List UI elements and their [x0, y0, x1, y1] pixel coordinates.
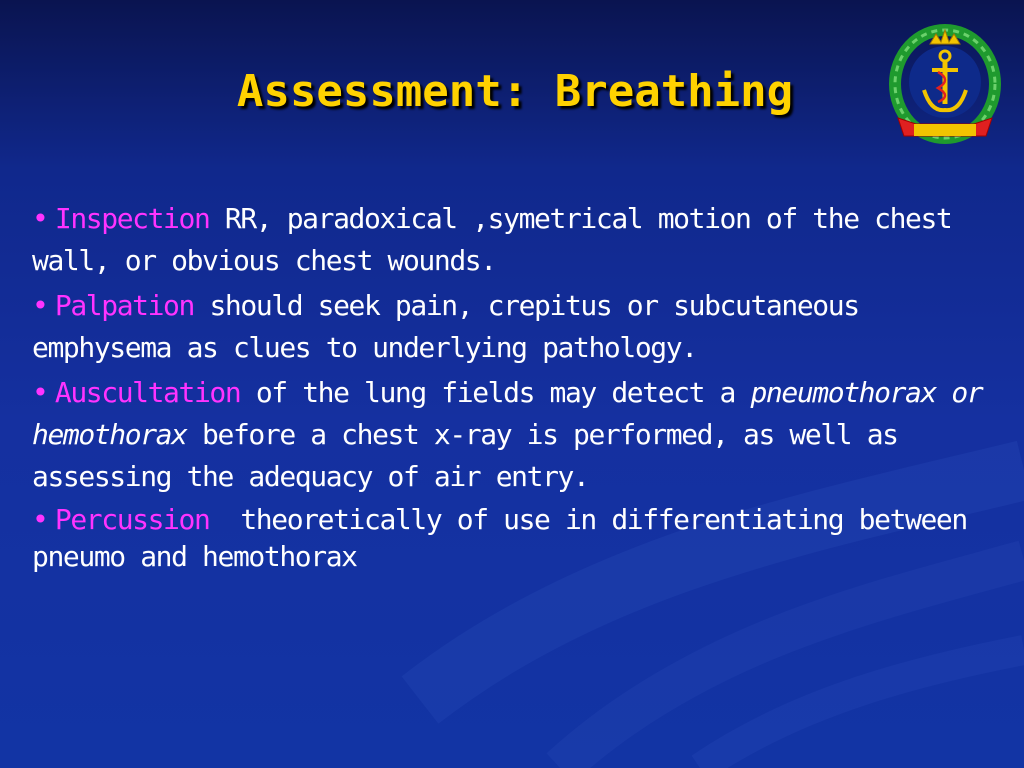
bullet-auscultation	[32, 372, 1012, 498]
bullet-percussion	[32, 501, 1012, 575]
term-palpation: Palpation	[54, 289, 194, 322]
bullet-text: should seek pain, crepitus or subcutaneous emphysema as clues to underlying pathology.	[32, 289, 859, 364]
bullet-inspection	[32, 198, 1012, 282]
bullet-marker: •	[32, 503, 49, 536]
bullet-text: before a chest x-ray is performed, as well as assessing the adequacy of air entry.	[32, 418, 898, 493]
term-auscultation: Auscultation	[54, 376, 241, 409]
bullet-italic-text: pneumothorax or hemothorax	[32, 376, 983, 451]
royal-thai-navy-medical-emblem-icon	[886, 24, 1004, 148]
bullet-marker: •	[32, 289, 49, 322]
term-percussion: Percussion	[54, 503, 210, 536]
term-inspection: Inspection	[54, 202, 210, 235]
bullet-palpation	[32, 285, 1012, 369]
slide-title: Assessment: Breathing	[236, 66, 794, 117]
bullet-text: of the lung fields may detect a	[240, 376, 751, 409]
bullet-text: theoretically of use in differentiating between pneumo and hemothorax	[32, 503, 983, 573]
bullet-text: RR, paradoxical ,symetrical motion of the chest wall, or obvious chest wounds.	[32, 202, 952, 277]
bullet-marker: •	[32, 376, 49, 409]
slide-body	[32, 198, 1012, 578]
bullet-marker: •	[32, 202, 49, 235]
